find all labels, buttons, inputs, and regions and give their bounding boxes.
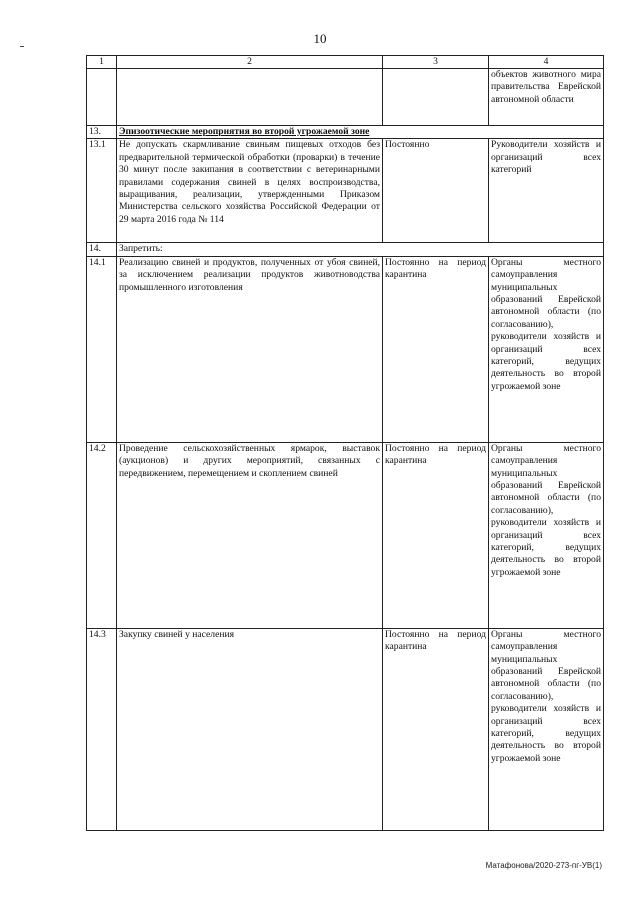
responsible-cell: Органы местного самоуправления муниципальных образований Еврейской автономной области (по согласованию), руководители хозяйств и организаций всех категорий, ведущих деятельность во второй угрожаемой зоне	[489, 256, 604, 442]
table-row	[87, 126, 604, 139]
term-cell: Постоянно на период карантина	[383, 256, 489, 442]
header-cell: 3	[383, 56, 489, 69]
table-row	[87, 256, 604, 442]
measure-text-cell: Закупку свиней у населения	[117, 628, 383, 830]
measures-table	[86, 55, 604, 831]
document-footer: Матафонова/2020-273-пг-УВ(1)	[485, 861, 602, 870]
row-number-cell: 14.3	[87, 628, 117, 830]
header-cell: 2	[117, 56, 383, 69]
table-row	[87, 628, 604, 830]
section-title-cell: Эпизоотические мероприятия во второй угрожаемой зоне	[117, 126, 604, 139]
responsible-cell: Органы местного самоуправления муниципальных образований Еврейской автономной области (по согласованию), руководители хозяйств и организаций всех категорий, ведущих деятельность во второй угрожаемой зоне	[489, 442, 604, 628]
measure-text-cell	[117, 69, 383, 126]
responsible-cell: Органы местного самоуправления муниципальных образований Еврейской автономной области (по согласованию), руководители хозяйств и организаций всех категорий, ведущих деятельность во второй угрожаемой зоне	[489, 628, 604, 830]
responsible-cell: Руководители хозяйств и организаций всех категорий	[489, 139, 604, 243]
table-row	[87, 243, 604, 256]
header-cell: 1	[87, 56, 117, 69]
term-cell: Постоянно на период карантина	[383, 442, 489, 628]
header-cell: 4	[489, 56, 604, 69]
row-number-cell: 13.1	[87, 139, 117, 243]
responsible-cell: объектов животного мира правительства Еврейской автономной области	[489, 69, 604, 126]
table-row	[87, 139, 604, 243]
table-header-row	[87, 56, 604, 69]
scan-mark	[20, 46, 24, 47]
measure-text-cell: Проведение сельскохозяйственных ярмарок, выставок (аукционов) и других мероприятий, связанных с передвижением, перемещением и скоплением свиней	[117, 442, 383, 628]
row-number-cell: 14.1	[87, 256, 117, 442]
term-cell: Постоянно на период карантина	[383, 628, 489, 830]
row-number-cell: 13.	[87, 126, 117, 139]
row-number-cell	[87, 69, 117, 126]
page-number: 10	[313, 31, 327, 46]
row-number-cell: 14.2	[87, 442, 117, 628]
term-cell: Постоянно	[383, 139, 489, 243]
measure-text-cell: Не допускать скармливание свиньям пищевых отходов без предварительной термической обработки (проварки) в течение 30 минут после закипания в соответствии с ветеринарными правилами содержания свиней в целях воспроизводства, выращивания, реализации, утвержденными Приказом Министерства сельского хозяйства Российской Федерации от 29 марта 2016 года № 114	[117, 139, 383, 243]
row-number-cell: 14.	[87, 243, 117, 256]
term-cell	[383, 69, 489, 126]
table-row	[87, 442, 604, 628]
table-row	[87, 69, 604, 126]
row-text-cell: Запретить:	[117, 243, 604, 256]
measure-text-cell: Реализацию свиней и продуктов, полученных от убоя свиней, за исключением реализации продуктов животноводства промышленного изготовления	[117, 256, 383, 442]
